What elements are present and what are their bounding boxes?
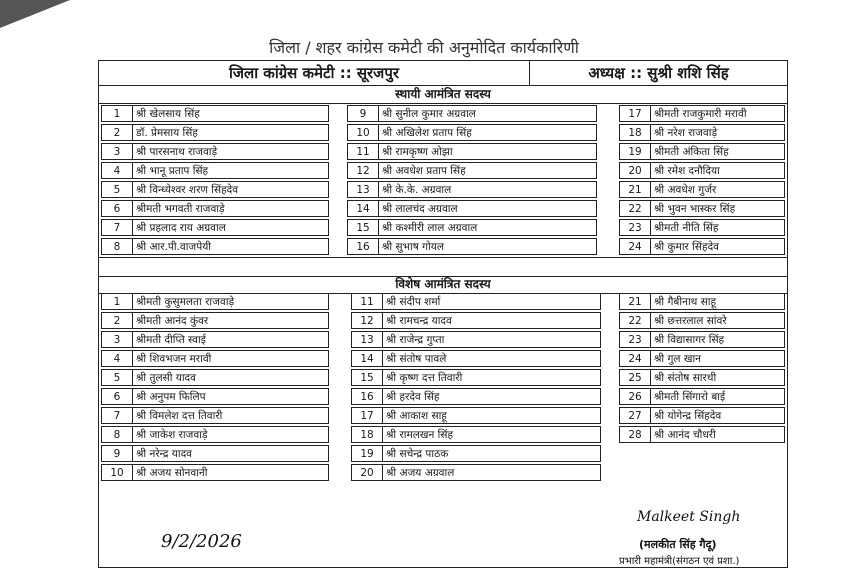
member-name: श्रीमती कुसुमलता राजवाड़े [133, 293, 329, 310]
member-name: श्री सुभाष गोयल [379, 238, 597, 255]
member-serial-number: 7 [101, 407, 133, 424]
member-row [619, 388, 785, 405]
member-row [101, 238, 329, 255]
section-spacer [99, 257, 787, 277]
member-serial-number: 9 [101, 445, 133, 462]
member-row [101, 200, 329, 217]
member-row [347, 219, 597, 236]
member-name: श्रीमती राजकुमारी मरावी [651, 105, 785, 122]
member-name: श्री तुलसी यादव [133, 369, 329, 386]
member-serial-number: 20 [351, 464, 383, 481]
member-serial-number: 10 [101, 464, 133, 481]
member-name: श्री रामचन्द्र यादव [383, 312, 601, 329]
member-name: श्री विद्यासागर सिंह [651, 331, 785, 348]
member-serial-number: 9 [347, 105, 379, 122]
member-row [619, 143, 785, 160]
member-row [101, 464, 329, 481]
member-name: श्री अवधेश गुर्जर [651, 181, 785, 198]
member-serial-number: 10 [347, 124, 379, 141]
signing-date: 9/2/2026 [161, 531, 242, 552]
member-row [101, 426, 329, 443]
member-serial-number: 12 [351, 312, 383, 329]
member-row [101, 143, 329, 160]
member-name: श्री सुनील कुमार अग्रवाल [379, 105, 597, 122]
member-name: श्री रमेश दनौदिया [651, 162, 785, 179]
member-serial-number: 17 [351, 407, 383, 424]
permanent-section-title: स्थायी आमंत्रित सदस्य [99, 85, 787, 104]
member-name: श्री गैबीनाथ साहू [651, 293, 785, 310]
member-serial-number: 24 [619, 238, 651, 255]
member-name: श्री अजय अग्रवाल [383, 464, 601, 481]
member-name: श्री आर.पी.वाजपेयी [133, 238, 329, 255]
member-name: श्रीमती अंकिता सिंह [651, 143, 785, 160]
member-row [351, 407, 601, 424]
member-row [101, 124, 329, 141]
member-row [347, 143, 597, 160]
member-row [619, 181, 785, 198]
member-serial-number: 5 [101, 369, 133, 386]
member-row [101, 407, 329, 424]
member-name: श्री संतोष सारथी [651, 369, 785, 386]
member-name: श्रीमती नीति सिंह [651, 219, 785, 236]
member-name: श्री राजेन्द्र गुप्ता [383, 331, 601, 348]
member-row [619, 350, 785, 367]
member-row [351, 331, 601, 348]
member-row [351, 464, 601, 481]
member-name: श्री अवधेश प्रताप सिंह [379, 162, 597, 179]
member-serial-number: 28 [619, 426, 651, 443]
member-row [101, 162, 329, 179]
member-row [101, 181, 329, 198]
member-row [347, 200, 597, 217]
member-row [351, 445, 601, 462]
member-serial-number: 18 [351, 426, 383, 443]
member-serial-number: 20 [619, 162, 651, 179]
member-name: श्रीमती दीप्ति स्वाई [133, 331, 329, 348]
member-serial-number: 14 [347, 200, 379, 217]
member-serial-number: 13 [351, 331, 383, 348]
member-serial-number: 19 [619, 143, 651, 160]
member-name: श्री संदीप शर्मा [383, 293, 601, 310]
member-serial-number: 22 [619, 200, 651, 217]
member-row [101, 388, 329, 405]
member-row [619, 238, 785, 255]
member-serial-number: 17 [619, 105, 651, 122]
member-row [347, 238, 597, 255]
member-name: श्री संतोष पावले [383, 350, 601, 367]
member-row [351, 369, 601, 386]
member-serial-number: 8 [101, 426, 133, 443]
member-row [619, 162, 785, 179]
table-header [99, 61, 787, 86]
member-row [101, 331, 329, 348]
member-name: श्री आनंद चौधरी [651, 426, 785, 443]
member-row [619, 200, 785, 217]
member-row [101, 369, 329, 386]
member-serial-number: 15 [351, 369, 383, 386]
member-serial-number: 13 [347, 181, 379, 198]
member-serial-number: 22 [619, 312, 651, 329]
member-name: श्री पारसनाथ राजवाड़े [133, 143, 329, 160]
member-name: श्री लालचंद अग्रवाल [379, 200, 597, 217]
member-name: श्री अनुपम फिलिप [133, 388, 329, 405]
member-name: श्री हरदेव सिंह [383, 388, 601, 405]
member-row [101, 293, 329, 310]
member-serial-number: 2 [101, 312, 133, 329]
member-serial-number: 12 [347, 162, 379, 179]
member-name: श्रीमती भगवती राजवाड़े [133, 200, 329, 217]
member-name: श्री कृष्ण दत्त तिवारी [383, 369, 601, 386]
scan-corner-shadow [0, 0, 70, 30]
member-name: श्री प्रहलाद राय अग्रवाल [133, 219, 329, 236]
member-row [351, 312, 601, 329]
member-row [619, 369, 785, 386]
member-serial-number: 11 [351, 293, 383, 310]
member-name: श्री जाकेश राजवाड़े [133, 426, 329, 443]
member-name: श्री नरेन्द्र यादव [133, 445, 329, 462]
member-row [101, 445, 329, 462]
member-serial-number: 5 [101, 181, 133, 198]
member-row [619, 219, 785, 236]
member-row [619, 407, 785, 424]
member-row [347, 162, 597, 179]
member-row [101, 312, 329, 329]
president-name: अध्यक्ष :: सुश्री शशि सिंह [588, 64, 729, 82]
member-name: श्री अखिलेश प्रताप सिंह [379, 124, 597, 141]
member-name: श्री योगेन्द्र सिंहदेव [651, 407, 785, 424]
member-serial-number: 1 [101, 105, 133, 122]
member-serial-number: 11 [347, 143, 379, 160]
member-name: श्री गुल खान [651, 350, 785, 367]
member-serial-number: 21 [619, 181, 651, 198]
member-name: श्री रामकृष्ण ओझा [379, 143, 597, 160]
member-name: श्री भुवन भास्कर सिंह [651, 200, 785, 217]
member-row [351, 350, 601, 367]
member-row [101, 105, 329, 122]
member-serial-number: 23 [619, 331, 651, 348]
member-serial-number: 15 [347, 219, 379, 236]
member-serial-number: 8 [101, 238, 133, 255]
member-row [619, 124, 785, 141]
member-name: श्री शिवभजन मरावी [133, 350, 329, 367]
member-serial-number: 26 [619, 388, 651, 405]
member-name: श्री खेलसाय सिंह [133, 105, 329, 122]
member-name: श्री छत्तरलाल सांवरे [651, 312, 785, 329]
committee-name: जिला कांग्रेस कमेटी :: सूरजपुर [99, 61, 530, 85]
member-name: श्री आकाश साहू [383, 407, 601, 424]
member-serial-number: 25 [619, 369, 651, 386]
member-serial-number: 19 [351, 445, 383, 462]
member-row [347, 105, 597, 122]
member-row [619, 312, 785, 329]
member-row [619, 105, 785, 122]
signatory-role: प्रभारी महामंत्री(संगठन एवं प्रशा.) [619, 556, 740, 567]
member-serial-number: 27 [619, 407, 651, 424]
member-name: श्री कुमार सिंहदेव [651, 238, 785, 255]
member-serial-number: 3 [101, 143, 133, 160]
member-name: श्री के.के. अग्रवाल [379, 181, 597, 198]
member-row [101, 350, 329, 367]
member-name: श्री विमलेश दत्त तिवारी [133, 407, 329, 424]
member-name: श्री भानू प्रताप सिंह [133, 162, 329, 179]
member-serial-number: 14 [351, 350, 383, 367]
member-row [351, 388, 601, 405]
member-serial-number: 23 [619, 219, 651, 236]
member-serial-number: 2 [101, 124, 133, 141]
member-row [351, 293, 601, 310]
member-serial-number: 6 [101, 200, 133, 217]
member-serial-number: 6 [101, 388, 133, 405]
member-name: श्रीमती सिंगारो बाई [651, 388, 785, 405]
member-name: श्री सचेन्द्र पाठक [383, 445, 601, 462]
member-name: श्री विन्ध्येश्वर शरण सिंहदेव [133, 181, 329, 198]
member-name: श्री नरेश राजवाड़े [651, 124, 785, 141]
committee-table [98, 60, 788, 568]
member-serial-number: 7 [101, 219, 133, 236]
special-section-title: विशेष आमंत्रित सदस्य [99, 275, 787, 294]
member-row [619, 293, 785, 310]
member-row [619, 331, 785, 348]
member-name: श्री रामलखन सिंह [383, 426, 601, 443]
member-serial-number: 4 [101, 162, 133, 179]
member-row [351, 426, 601, 443]
member-serial-number: 18 [619, 124, 651, 141]
member-row [347, 124, 597, 141]
member-serial-number: 3 [101, 331, 133, 348]
member-serial-number: 1 [101, 293, 133, 310]
member-serial-number: 16 [347, 238, 379, 255]
signature: Malkeet Singh [637, 509, 741, 525]
member-serial-number: 16 [351, 388, 383, 405]
member-serial-number: 21 [619, 293, 651, 310]
signatory-name: (मलकीत सिंह गैदू) [639, 538, 717, 551]
member-row [101, 219, 329, 236]
document-title: जिला / शहर कांग्रेस कमेटी की अनुमोदित कार्यकारिणी [269, 38, 579, 57]
member-name: श्री कश्मीरी लाल अग्रवाल [379, 219, 597, 236]
member-serial-number: 4 [101, 350, 133, 367]
member-name: डॉ. प्रेमसाय सिंह [133, 124, 329, 141]
member-serial-number: 24 [619, 350, 651, 367]
member-row [347, 181, 597, 198]
member-name: श्री अजय सोनवानी [133, 464, 329, 481]
member-name: श्रीमती आनंद कुंवर [133, 312, 329, 329]
member-row [619, 426, 785, 443]
